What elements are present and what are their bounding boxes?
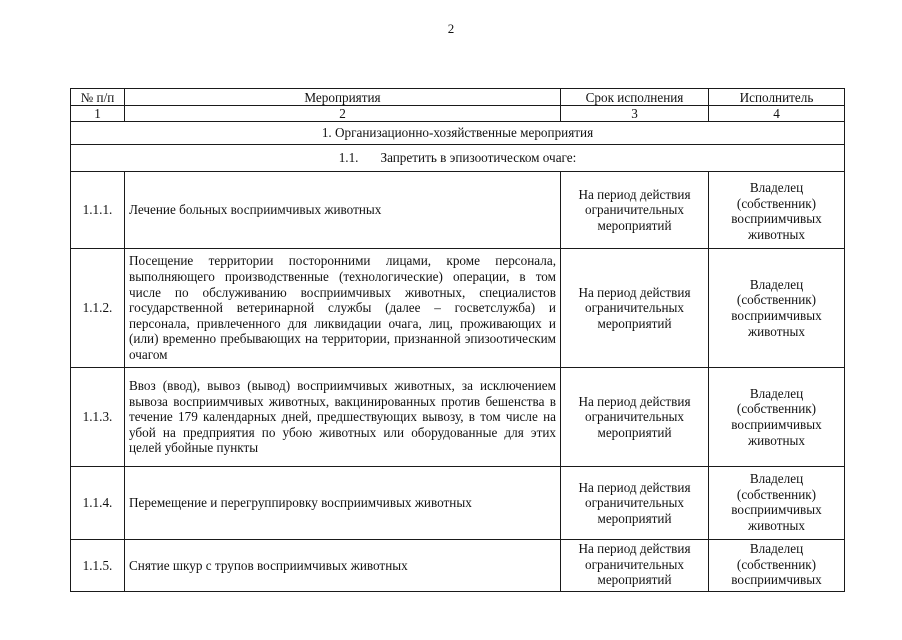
table-row <box>71 172 845 249</box>
subsection-cell <box>71 145 845 172</box>
header-number: № п/п <box>71 89 125 106</box>
row-term: На период действия ограничительных мероприятий <box>561 467 709 540</box>
row-measure-text: Перемещение и перегруппировку восприимчивых животных <box>125 467 561 540</box>
row-executor: Владелец (собственник) восприимчивых животных <box>709 249 845 368</box>
page-number: 2 <box>447 21 455 36</box>
row-measure-text: Ввоз (ввод), вывоз (вывод) восприимчивых животных, за исключением вывоза восприимчивых животных, вакцинированных против бешенства в течение 179 календарных дней, предшествующих вывозу, в том числе на убой на предприятия по убою животных или оборудованные для этих целей убойные пункты <box>125 368 561 467</box>
table-header-row <box>71 89 845 106</box>
measures-table <box>70 88 845 592</box>
row-term: На период действия ограничительных мероприятий <box>561 172 709 249</box>
section-title: 1. Организационно-хозяйственные мероприятия <box>71 122 845 145</box>
column-number: 2 <box>125 106 561 122</box>
subsection-title: Запретить в эпизоотическом очаге: <box>380 150 577 166</box>
column-numbers-row <box>71 106 845 122</box>
table-row <box>71 540 845 592</box>
row-term: На период действия ограничительных мероприятий <box>561 249 709 368</box>
row-measure-text: Снятие шкур с трупов восприимчивых животных <box>125 540 561 592</box>
row-number: 1.1.4. <box>71 467 125 540</box>
table-row <box>71 467 845 540</box>
header-executor: Исполнитель <box>709 89 845 106</box>
column-number: 4 <box>709 106 845 122</box>
row-measure-text: Лечение больных восприимчивых животных <box>125 172 561 249</box>
column-number: 3 <box>561 106 709 122</box>
row-number: 1.1.1. <box>71 172 125 249</box>
subsection-row <box>71 145 845 172</box>
section-row <box>71 122 845 145</box>
row-measure-text: Посещение территории посторонними лицами, кроме персонала, выполняющего производственные (технологические) операции, в том числе по обслуживанию восприимчивых животных, специалистов государственной ветеринарной службы (далее – госветслужба) и персонала, привлеченного для ликвидации очага, лиц, проживающих и (или) временно пребывающих на территории, признанной эпизоотическим очагом <box>125 249 561 368</box>
row-executor: Владелец (собственник) восприимчивых животных <box>709 467 845 540</box>
row-number: 1.1.5. <box>71 540 125 592</box>
row-executor: Владелец (собственник) восприимчивых <box>709 540 845 592</box>
header-measures: Мероприятия <box>125 89 561 106</box>
row-executor: Владелец (собственник) восприимчивых животных <box>709 368 845 467</box>
table-row <box>71 368 845 467</box>
row-term: На период действия ограничительных мероприятий <box>561 368 709 467</box>
subsection-number: 1.1. <box>338 150 359 166</box>
column-number: 1 <box>71 106 125 122</box>
row-executor: Владелец (собственник) восприимчивых животных <box>709 172 845 249</box>
header-term: Срок исполнения <box>561 89 709 106</box>
row-term: На период действия ограничительных мероприятий <box>561 540 709 592</box>
row-number: 1.1.2. <box>71 249 125 368</box>
table-row <box>71 249 845 368</box>
row-number: 1.1.3. <box>71 368 125 467</box>
